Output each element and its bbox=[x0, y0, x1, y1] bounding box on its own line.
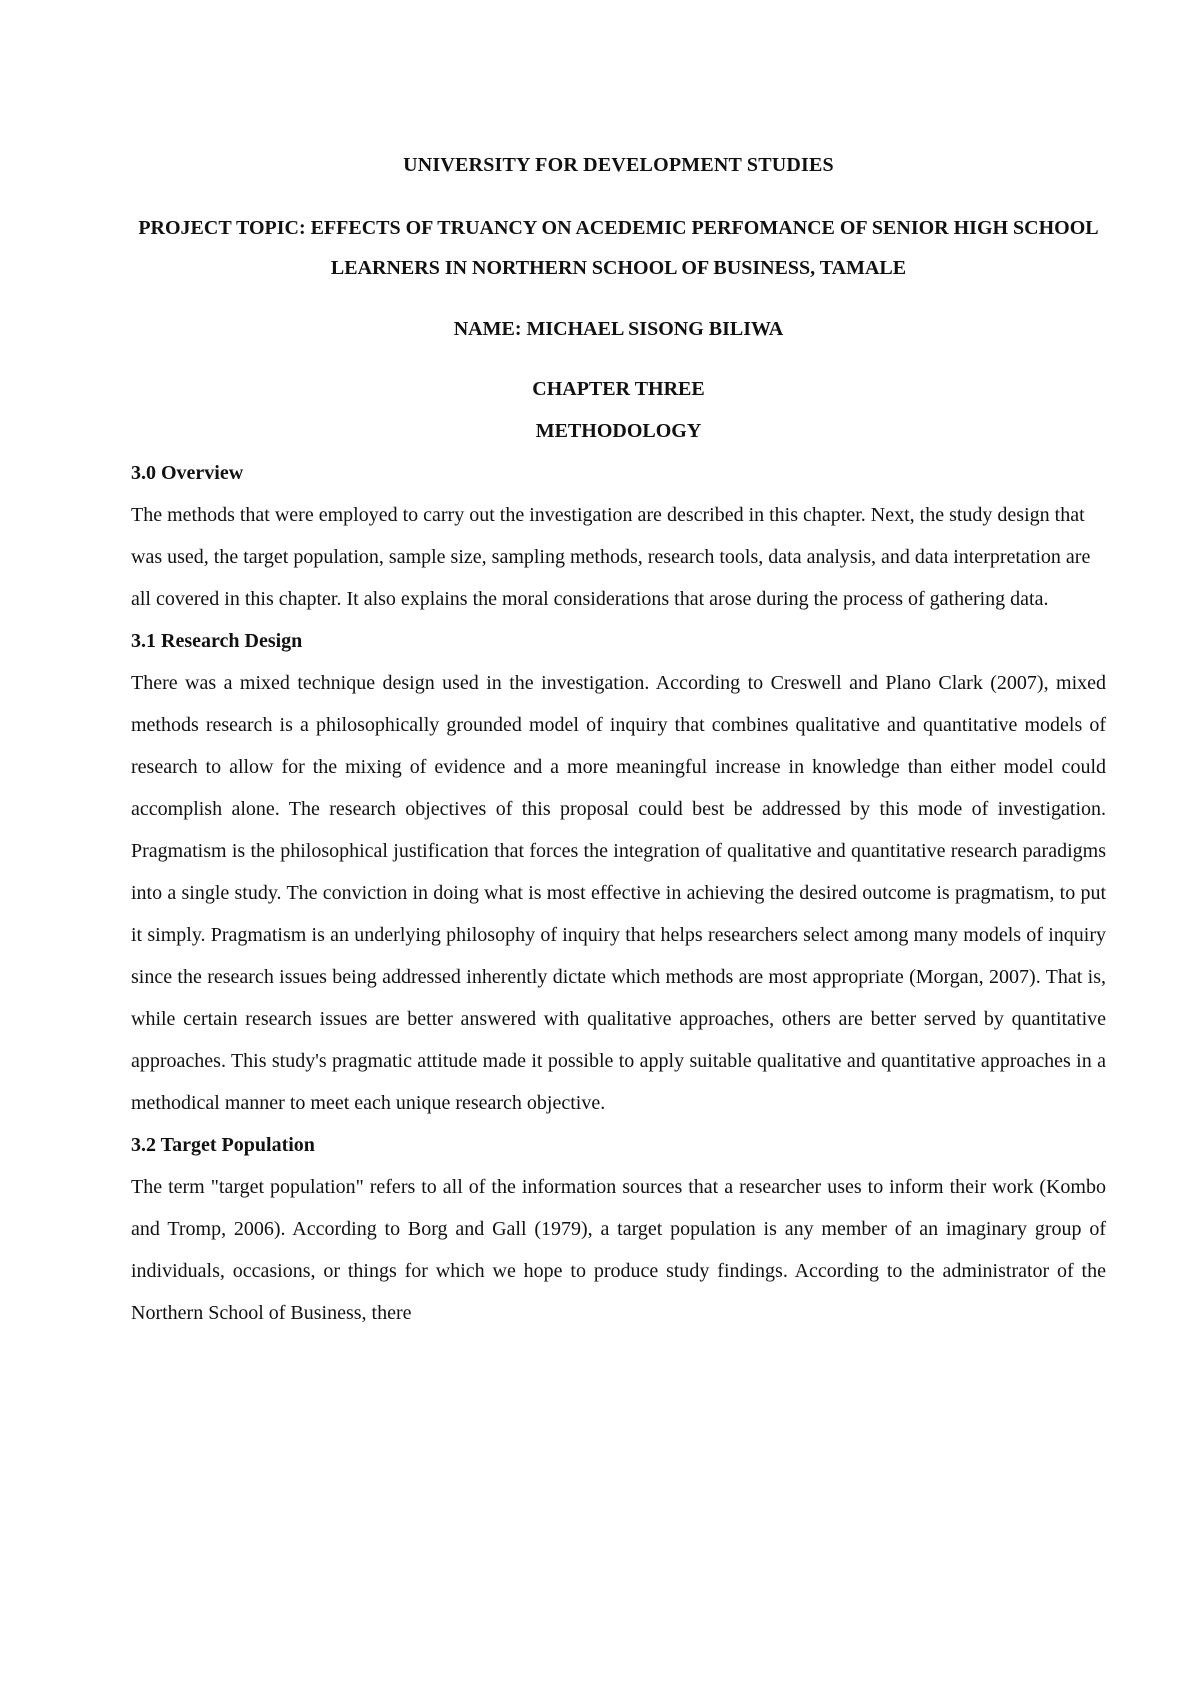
project-topic: PROJECT TOPIC: EFFECTS OF TRUANCY ON ACEDEMIC PERFOMANCE OF SENIOR HIGH SCHOOL LEARNERS IN NORTHERN SCHOOL OF BUSINESS, TAMALE bbox=[138, 217, 1099, 279]
overview-heading: 3.0 Overview bbox=[131, 462, 244, 484]
target-population-heading: 3.2 Target Population bbox=[131, 1134, 315, 1156]
document-content bbox=[131, 144, 1106, 1334]
university-title: UNIVERSITY FOR DEVELOPMENT STUDIES bbox=[403, 154, 834, 176]
research-design-paragraph: There was a mixed technique design used in the investigation. According to Creswell and Plano Clark (2007), mixed methods research is a philosophically grounded model of inquiry that combines qualitative and quantitative models of research to allow for the mixing of evidence and a more meaningful increase in knowledge than either model could accomplish alone. The research objectives of this proposal could best be addressed by this mode of investigation. Pragmatism is the philosophical justification that forces the integration of qualitative and quantitative research paradigms into a single study. The conviction in doing what is most effective in achieving the desired outcome is pragmatism, to put it simply. Pragmatism is an underlying philosophy of inquiry that helps researchers select among many models of inquiry since the research issues being addressed inherently dictate which methods are most appropriate (Morgan, 2007). That is, while certain research issues are better answered with qualitative approaches, others are better served by quantitative approaches. This study's pragmatic attitude made it possible to apply suitable qualitative and quantitative approaches in a methodical manner to meet each unique research objective. bbox=[131, 672, 1106, 1114]
author-name: NAME: MICHAEL SISONG BILIWA bbox=[453, 318, 784, 340]
overview-paragraph: The methods that were employed to carry out the investigation are described in this chapter. Next, the study design that was used, the target population, sample size, sampling methods, research tools, data analysis, and data interpretation are all covered in this chapter. It also explains the moral considerations that arose during the process of gathering data. bbox=[131, 504, 1091, 610]
chapter-title: CHAPTER THREE bbox=[532, 378, 705, 400]
target-population-paragraph: The term "target population" refers to all of the information sources that a researcher uses to inform their work (Kombo and Tromp, 2006). According to Borg and Gall (1979), a target population is any member of an imaginary group of individuals, occasions, or things for which we hope to produce study findings. According to the administrator of the Northern School of Business, there bbox=[131, 1176, 1106, 1324]
research-design-heading: 3.1 Research Design bbox=[131, 630, 303, 652]
chapter-subtitle: METHODOLOGY bbox=[535, 420, 702, 442]
